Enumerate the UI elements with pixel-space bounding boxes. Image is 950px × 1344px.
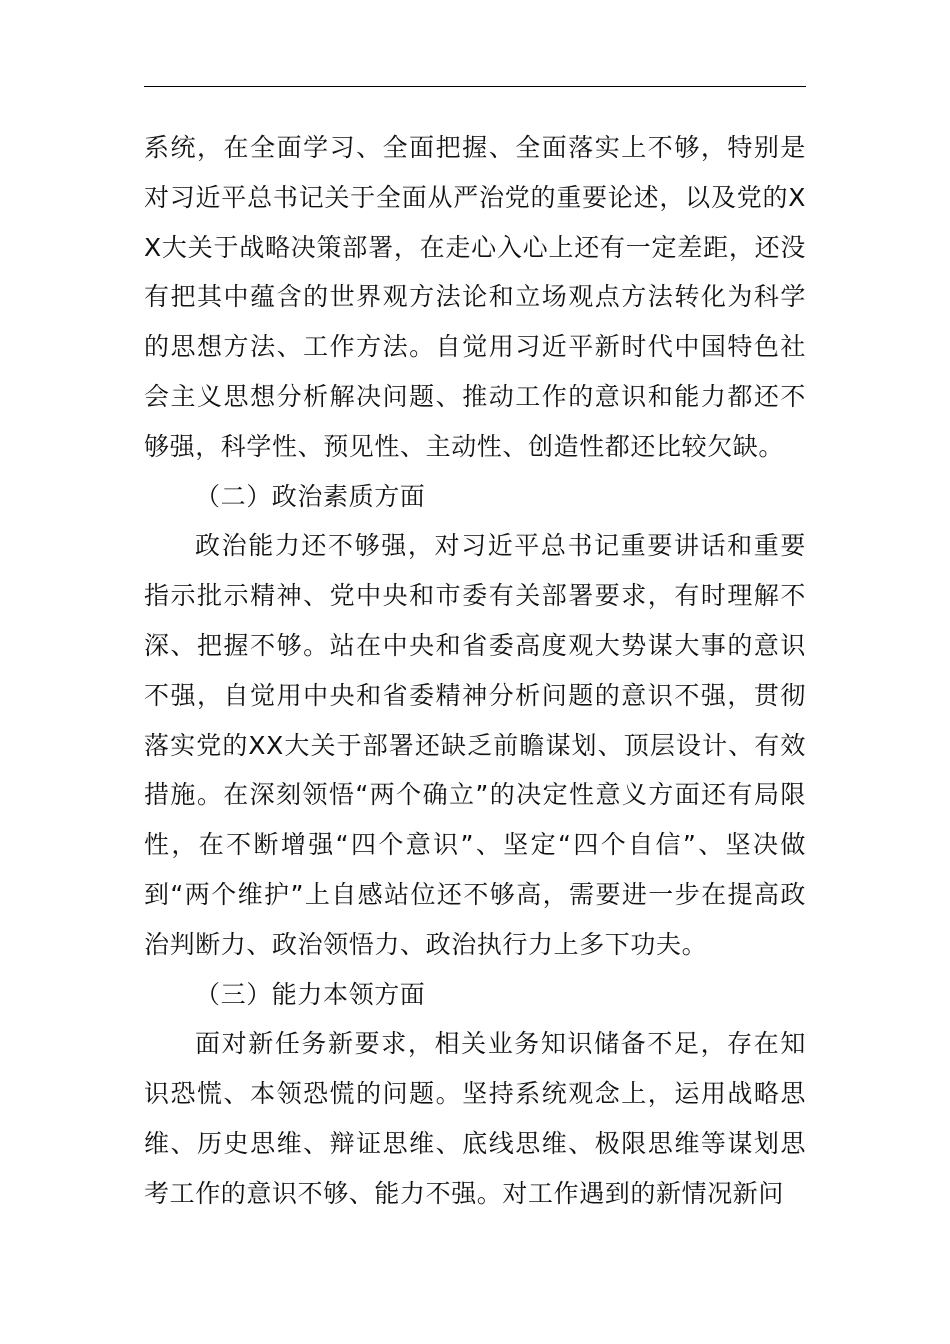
paragraph-ideology-continued: 系统，在全面学习、全面把握、全面落实上不够，特别是对习近平总书记关于全面从严治党的重要论述，以及党的XX大关于战略决策部署，在走心入心上还有一定差距，还没有把其中蕴含的世界观方法论和立场观点方法转化为科学的思想方法、工作方法。自觉用习近平新时代中国特色社会主义思想分析解决问题、推动工作的意识和能力都还不够强，科学性、预见性、主动性、创造性都还比较欠缺。 xyxy=(144,133,806,461)
paragraph-ability: 面对新任务新要求，相关业务知识储备不足，存在知识恐慌、本领恐慌的问题。坚持系统观念上，运用战略思维、历史思维、辩证思维、底线思维、极限思维等谋划思考工作的意识不够、能力不强。对工作遇到的新情况新问 xyxy=(144,1029,806,1208)
text-body xyxy=(144,123,806,1219)
section-heading-political-quality: （二）政治素质方面 xyxy=(195,481,426,511)
section-heading-ability: （三）能力本领方面 xyxy=(195,979,426,1009)
paragraph-political-quality: 政治能力还不够强，对习近平总书记重要讲话和重要指示批示精神、党中央和市委有关部署要求，有时理解不深、把握不够。站在中央和省委高度观大势谋大事的意识不强，自觉用中央和省委精神分析问题的意识不强，贯彻落实党的XX大关于部署还缺乏前瞻谋划、顶层设计、有效措施。在深刻领悟“两个确立”的决定性意义方面还有局限性，在不断增强“四个意识”、坚定“四个自信”、坚决做到“两个维护”上自感站位还不够高，需要进一步在提高政治判断力、政治领悟力、政治执行力上多下功夫。 xyxy=(144,531,806,959)
header-rule xyxy=(144,86,806,87)
